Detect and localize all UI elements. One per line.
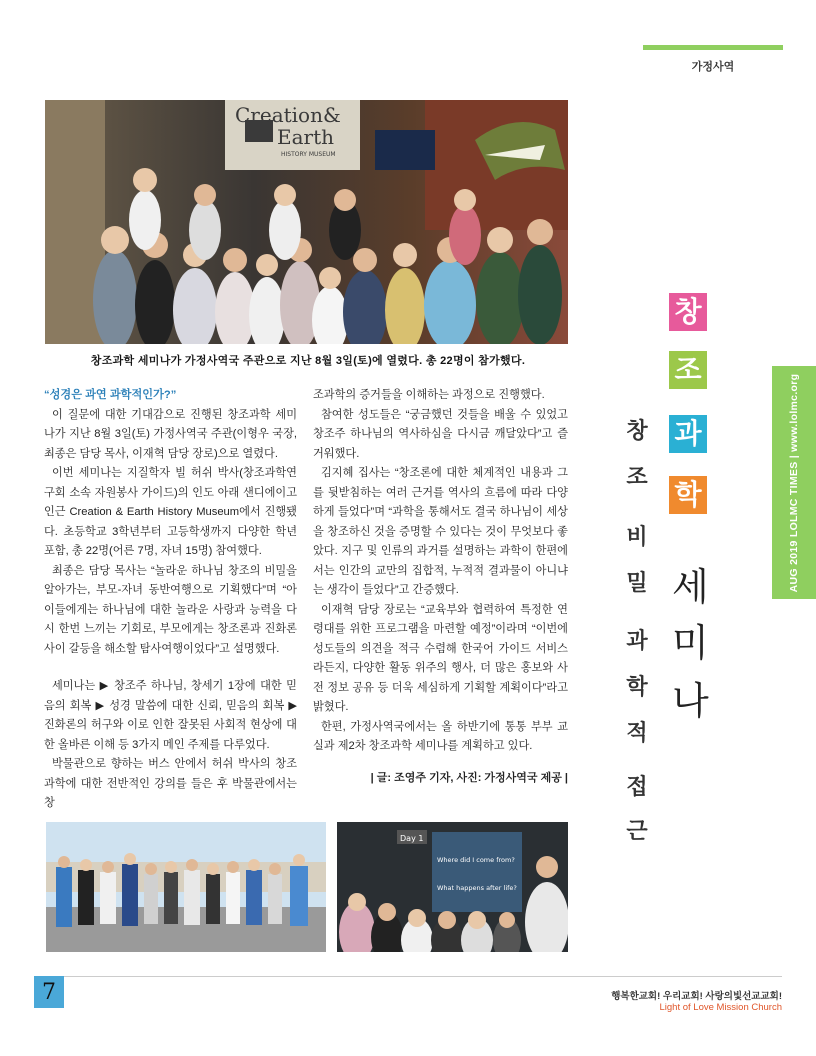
- title-tile-2: 조: [669, 351, 707, 389]
- article-column-right: [313, 386, 568, 788]
- bottom-left-group-photo: [46, 822, 326, 952]
- article-paragraph: 이 질문에 대한 기대감으로 진행된 창조과학 세미나가 지난 8월 3일(토) 가정사역국 주관(이형우 국장, 최종은 담당 목사, 이재혁 담당 장로)으로 열렸다.: [44, 408, 297, 460]
- photo-caption: 창조과학 세미나가 가정사역국 주관으로 지난 8월 3일(토)에 열렸다. 총 22명이 참가했다.: [90, 355, 526, 367]
- title-seminar-char: 미: [672, 623, 709, 665]
- main-group-photo: [45, 100, 568, 344]
- article-paragraph: 이번 세미나는 지질학자 빌 허쉬 박사(창조과학연구회 소속 자원봉사 가이드)의 인도 아래 샌디에이고 인근 Creation & Earth History Museum에서 진행됐다. 초등학교 3학년부터 고등학생까지 다양한 학년 포함, 총 22명(어른 7명, 자녀 15명) 참여했다.: [44, 467, 297, 557]
- article-paragraph: 세미나는 ▶ 창조주 하나님, 창세기 1장에 대한 믿음의 회복 ▶ 성경 말씀에 대한 신뢰, 믿음의 회복 ▶ 진화론의 허구와 이로 인한 잘못된 사회적 현상에 대한 올바른 이해 등 3가지 메인 주제를 다루었다.: [44, 680, 297, 751]
- subtitle-char: 근: [626, 818, 648, 843]
- screen-day-text: Day 1: [400, 834, 424, 843]
- bottom-right-museum-photo: [337, 822, 568, 952]
- subtitle-char: 밀: [626, 570, 648, 595]
- issue-side-tab: [772, 366, 816, 599]
- subtitle-char: 과: [626, 628, 648, 653]
- article-lead: “성경은 과연 과학적인가?”: [44, 389, 177, 401]
- article-paragraph: 김지혜 집사는 “창조론에 대한 체계적인 내용과 그를 뒷받침하는 여러 근거를 역사의 흐름에 따라 다양하게 들었다”며 “과학을 통해서도 결국 하나님이 세상을 창조하신 것을 증명할 수 있다는 것이 무엇보다 좋았다. 지구 및 인류의 과거를 설명하는 과학이 한편에서는 인간의 교만의 집합적, 누적적 결과물이 아니냐는 생각이 들었다”고 간증했다.: [313, 467, 568, 596]
- sign-line-1: Creation&: [235, 103, 341, 127]
- article-paragraph: 한편, 가정사역국에서는 올 하반기에 통통 부부 교실과 제2차 창조과학 세미나를 계획하고 있다.: [313, 720, 568, 752]
- page-number: 7: [34, 976, 64, 1008]
- title-tile-4: 학: [669, 476, 707, 514]
- article-paragraph: 최종은 담당 목사는 “놀라운 하나님 창조의 비밀을 알아가는, 부모-자녀 동반여행으로 기획했다”며 “아이들에게는 하나님에 대한 놀라운 사랑과 능력을 다시 한번 느끼는 기회로, 부모에게는 창조론과 진화론 사이 갈등을 해소할 탐사여행이었다”고 설명했다.: [44, 564, 297, 655]
- title-seminar-char: 나: [672, 681, 709, 723]
- title-tile-3: 과: [669, 415, 707, 453]
- footer-church-name: Light of Love Mission Church: [659, 1002, 782, 1013]
- footer-divider: [34, 976, 782, 977]
- article-paragraph: 참여한 성도들은 “궁금했던 것들을 배울 수 있었고 창조주 하나님의 역사하심을 다시금 깨달았다”고 즐거워했다.: [313, 408, 568, 460]
- screen-question-2: What happens after life?: [437, 884, 517, 892]
- title-tile-1: 창: [669, 293, 707, 331]
- title-seminar-char: 세: [672, 567, 709, 609]
- screen-question-1: Where did I come from?: [437, 856, 515, 864]
- subtitle-char: 창: [626, 418, 648, 443]
- issue-side-tab-text: AUG 2019 LOLMC TIMES | www.lolmc.org: [788, 373, 800, 592]
- sign-line-3: HISTORY MUSEUM: [281, 151, 336, 158]
- article-paragraph: 이재혁 담당 장로는 “교육부와 협력하여 특정한 연령대를 위한 프로그램을 마련할 예정”이라며 “이번에 성도들의 의견을 적극 수렴해 한국어 가이드 서비스라든지, 다양한 활동 위주의 행사, 더 많은 홍보와 사전 정보 공유 등 더욱 세심하게 기획할 계획이다”라고 밝혔다.: [313, 603, 568, 713]
- header-accent-bar: [643, 45, 783, 50]
- sign-line-2: Earth: [277, 125, 335, 149]
- subtitle-char: 조: [626, 464, 648, 489]
- section-label: 가정사역: [691, 61, 735, 73]
- article-column-left: [44, 386, 297, 814]
- photo-credit: | 글: 조영주 기자, 사진: 가정사역국 제공 |: [370, 771, 568, 784]
- subtitle-char: 학: [626, 674, 648, 699]
- subtitle-char: 적: [626, 720, 648, 745]
- subtitle-char: 비: [626, 524, 648, 549]
- article-paragraph: 박물관으로 향하는 버스 안에서 허쉬 박사의 창조과학에 대한 전반적인 강의를 들은 후 박물관에서는 창: [44, 758, 297, 809]
- article-paragraph: 조과학의 증거들을 이해하는 과정으로 진행했다.: [313, 389, 545, 401]
- footer-slogan: 행복한교회! 우리교회! 사랑의빛선교교회!: [611, 991, 782, 1002]
- subtitle-char: 접: [626, 774, 648, 799]
